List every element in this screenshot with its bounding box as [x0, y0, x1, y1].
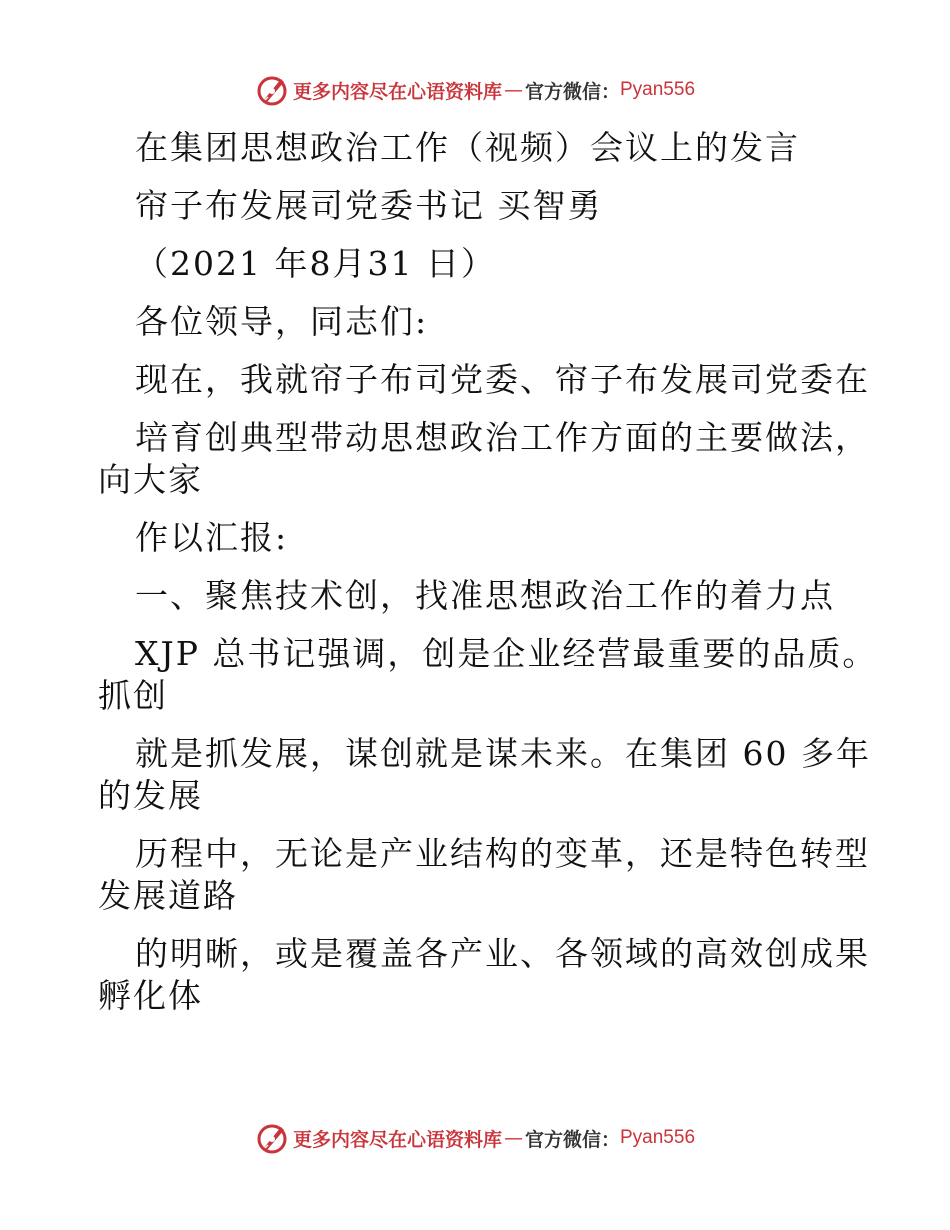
watermark-dash: — — [503, 1127, 523, 1149]
salutation: 各位领导，同志们: — [135, 302, 429, 341]
watermark-brand: 更多内容尽在心语资料库 — [292, 80, 502, 103]
paragraph-line: 的明晰，或是覆盖各产业、各领域的高效创成果 — [135, 934, 870, 973]
paragraph-line: 现在，我就帘子布司党委、帘子布发展司党委在 — [135, 360, 870, 399]
watermark-official: 官方微信： — [524, 80, 620, 103]
paragraph-line: 发展道路 — [98, 876, 238, 915]
document-body — [98, 124, 898, 1030]
feather-pen-icon — [255, 1121, 289, 1155]
watermark-brand: 更多内容尽在心语资料库 — [292, 1128, 502, 1151]
document-date: （2021 年8月31 日） — [135, 244, 496, 283]
paragraph-line: 抓创 — [98, 676, 168, 715]
paragraph-line: 历程中，无论是产业结构的变革，还是特色转型 — [135, 834, 870, 873]
paragraph-line: 向大家 — [98, 460, 203, 499]
paragraph-line: 就是抓发展，谋创就是谋未来。在集团 60 多年 — [135, 734, 871, 773]
watermark-dash: — — [503, 79, 523, 101]
watermark-official: 官方微信： — [524, 1128, 620, 1151]
watermark-wechat-id: Pyan556 — [620, 79, 696, 100]
watermark-wechat-id: Pyan556 — [620, 1127, 696, 1148]
paragraph-line: 作以汇报: — [135, 518, 289, 557]
paragraph-line: 孵化体 — [98, 976, 203, 1015]
footer-watermark — [0, 1118, 950, 1158]
paragraph-line: 的发展 — [98, 776, 203, 815]
header-watermark — [0, 70, 950, 110]
paragraph-line: XJP 总书记强调，创是企业经营最重要的品质。 — [135, 634, 878, 673]
document-author: 帘子布发展司党委书记 买智勇 — [135, 186, 603, 225]
paragraph-line: 培育创典型带动思想政治工作方面的主要做法， — [135, 418, 870, 457]
document-title: 在集团思想政治工作（视频）会议上的发言 — [135, 128, 800, 167]
section-heading: 一、聚焦技术创，找准思想政治工作的着力点 — [135, 576, 835, 615]
feather-pen-icon — [255, 73, 289, 107]
